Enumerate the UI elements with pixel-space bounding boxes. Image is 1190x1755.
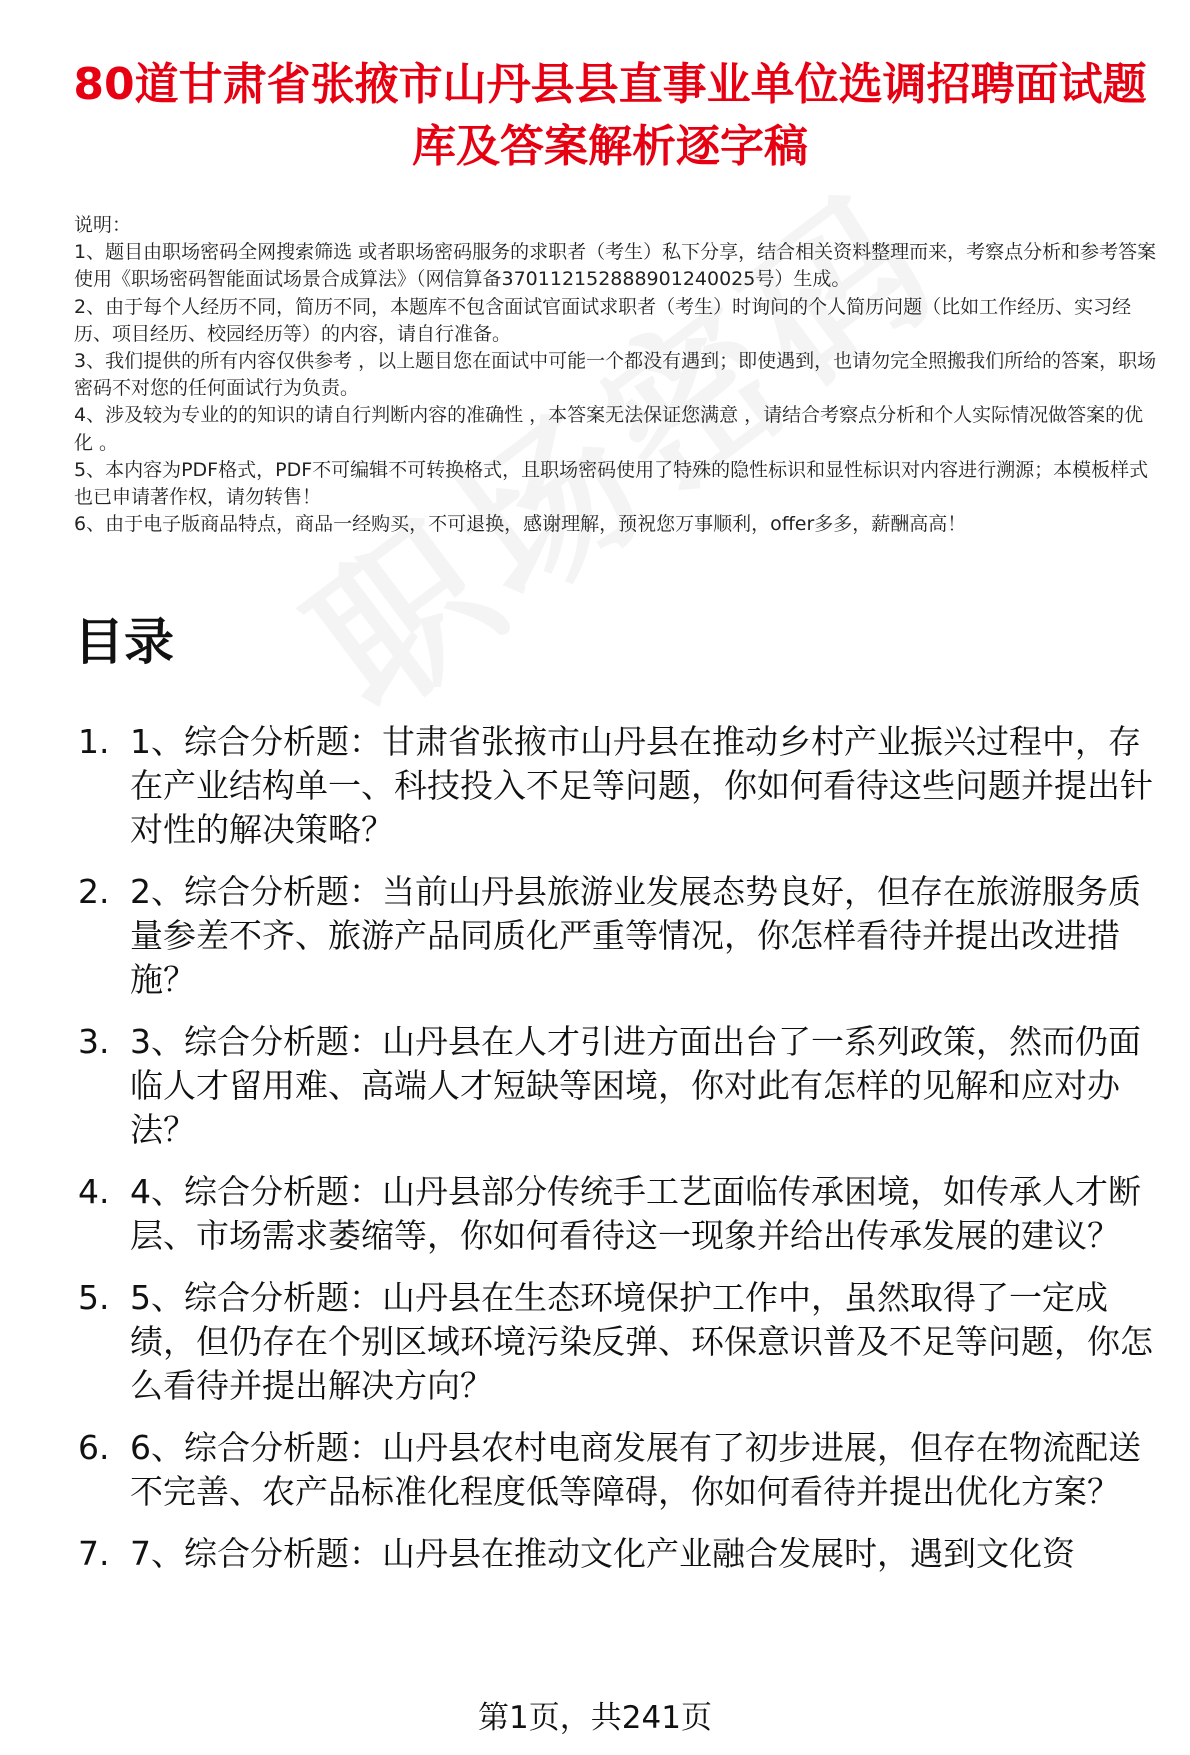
document-title: 80道甘肃省张掖市山丹县县直事业单位选调招聘面试题库及答案解析逐字稿: [73, 59, 1147, 172]
toc-item[interactable]: [74, 1426, 1170, 1514]
toc-item-number: 7.: [78, 1534, 110, 1573]
toc-item[interactable]: [74, 720, 1170, 852]
toc-item[interactable]: [74, 1532, 1170, 1576]
notes-section: [74, 212, 1158, 538]
note-item: 5、本内容为PDF格式，PDF不可编辑不可转换格式，且职场密码使用了特殊的隐性标识和显性标识对内容进行溯源；本模板样式也已申请著作权，请勿转售！: [74, 458, 1149, 509]
toc-item[interactable]: [74, 1020, 1170, 1152]
note-item: 6、由于电子版商品特点，商品一经购买，不可退换，感谢理解，预祝您万事顺利，offer多多，薪酬高高！: [74, 513, 967, 536]
toc-item-number: 2.: [78, 872, 110, 911]
toc-item[interactable]: [74, 1170, 1170, 1258]
toc-item-number: 1.: [78, 722, 110, 761]
toc-item-number: 3.: [78, 1022, 110, 1061]
note-item: 1、题目由职场密码全网搜索筛选 或者职场密码服务的求职者（考生）私下分享，结合相关资料整理而来，考察点分析和参考答案使用《职场密码智能面试场景合成算法》（网信算备370112152888901240025号）生成。: [74, 241, 1157, 291]
notes-heading: 说明：: [74, 214, 132, 236]
toc-item-number: 4.: [78, 1172, 110, 1211]
toc-item-text[interactable]: 5、综合分析题：山丹县在生态环境保护工作中，虽然取得了一定成绩，但仍存在个别区域环境污染反弹、环保意识普及不足等问题，你怎么看待并提出解决方向？: [130, 1278, 1153, 1405]
toc-item-text[interactable]: 4、综合分析题：山丹县部分传统手工艺面临传承困境，如传承人才断层、市场需求萎缩等，你如何看待这一现象并给出传承发展的建议？: [130, 1172, 1141, 1255]
toc-item-number: 6.: [78, 1428, 110, 1467]
toc-item-text[interactable]: 2、综合分析题：当前山丹县旅游业发展态势良好，但存在旅游服务质量参差不齐、旅游产品同质化严重等情况，你怎样看待并提出改进措施？: [130, 872, 1141, 999]
toc-item-text[interactable]: 6、综合分析题：山丹县农村电商发展有了初步进展，但存在物流配送不完善、农产品标准化程度低等障碍，你如何看待并提出优化方案？: [130, 1428, 1141, 1511]
toc-item-number: 5.: [78, 1278, 110, 1317]
note-item: 3、我们提供的所有内容仅供参考 ，以上题目您在面试中可能一个都没有遇到；即使遇到，也请勿完全照搬我们所给的答案，职场密码不对您的任何面试行为负责。: [74, 350, 1157, 400]
page-footer: 第1页，共241页: [478, 1700, 712, 1736]
note-item: 4、涉及较为专业的的知识的请自行判断内容的准确性 ，本答案无法保证您满意 ，请结合考察点分析和个人实际情况做答案的优化 。: [74, 404, 1144, 454]
toc-item[interactable]: [74, 870, 1170, 1002]
table-of-contents: [74, 720, 1170, 1594]
note-item: 2、由于每个人经历不同，简历不同，本题库不包含面试官面试求职者（考生）时询问的个人简历问题（比如工作经历、实习经历、项目经历、校园经历等）的内容，请自行准备。: [74, 295, 1132, 345]
toc-item-text[interactable]: 3、综合分析题：山丹县在人才引进方面出台了一系列政策，然而仍面临人才留用难、高端人才短缺等困境，你对此有怎样的见解和应对办法？: [130, 1022, 1141, 1149]
toc-item[interactable]: [74, 1276, 1170, 1408]
toc-heading: 目录: [74, 613, 174, 671]
toc-item-text[interactable]: 1、综合分析题：甘肃省张掖市山丹县在推动乡村产业振兴过程中，存在产业结构单一、科技投入不足等问题，你如何看待这些问题并提出针对性的解决策略？: [130, 722, 1153, 849]
toc-item-text[interactable]: 7、综合分析题：山丹县在推动文化产业融合发展时，遇到文化资: [130, 1534, 1075, 1573]
